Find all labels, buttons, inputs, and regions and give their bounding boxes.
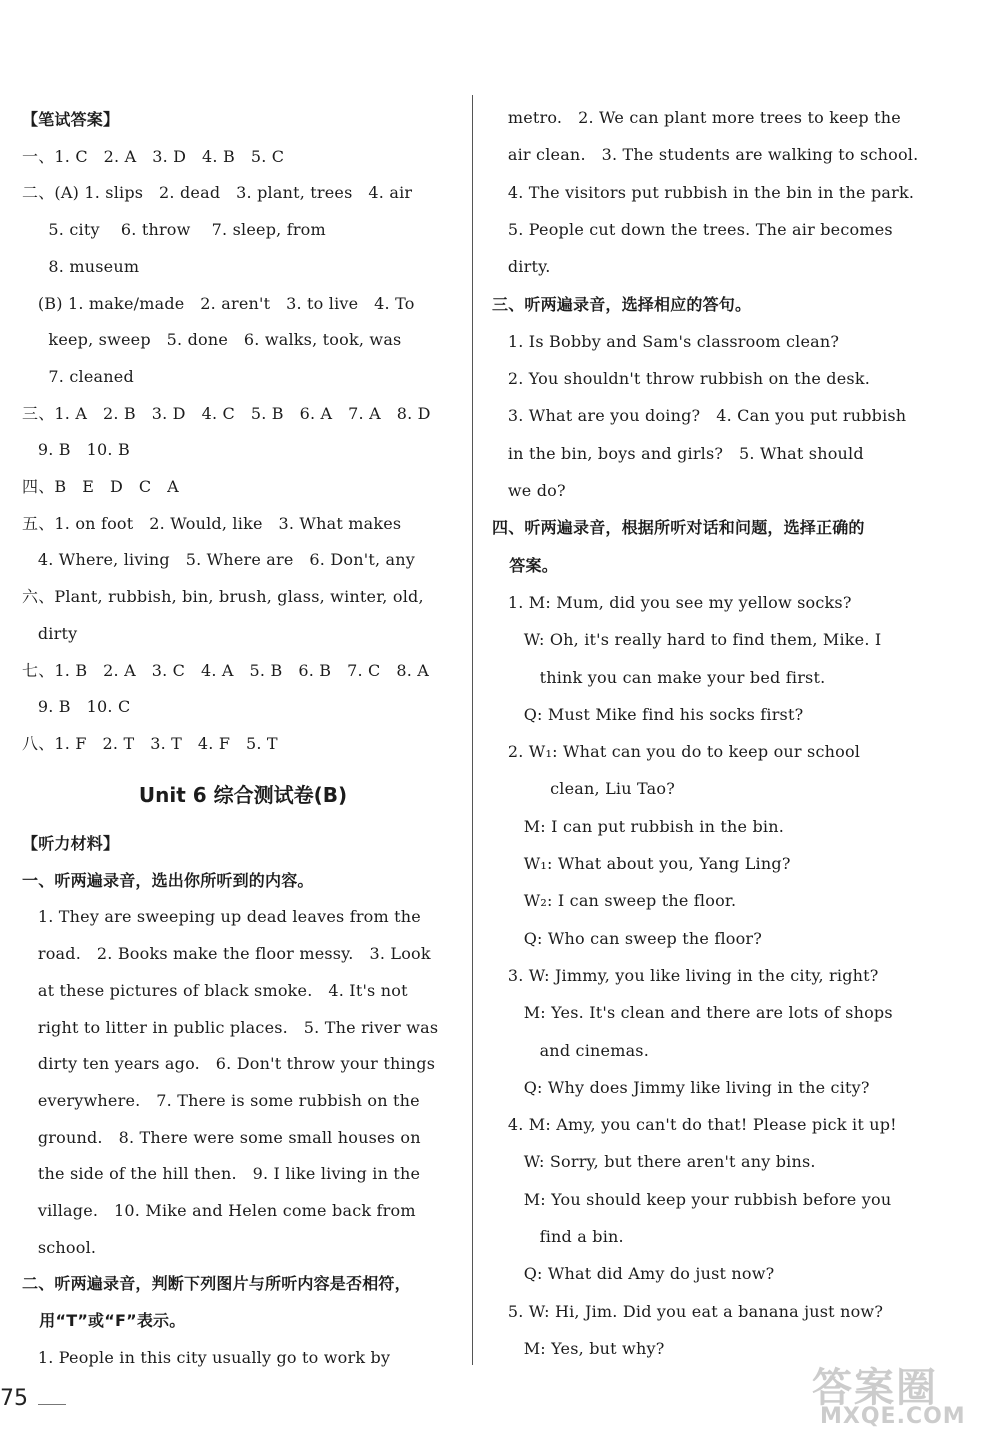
text-line: in the bin, boys and girls? 5. What should bbox=[492, 443, 864, 463]
text-line: 1. People in this city usually go to work by bbox=[22, 1347, 391, 1367]
text-line: 一、1. C 2. A 3. D 4. B 5. C bbox=[22, 146, 285, 166]
text-line: 7. cleaned bbox=[22, 366, 134, 386]
text-line: clean, Liu Tao? bbox=[492, 779, 676, 799]
section-heading: 【笔试答案】 bbox=[22, 110, 120, 129]
text-line: 二、(A) 1. slips 2. dead 3. plant, trees 4. air bbox=[22, 183, 413, 203]
section-heading: 用“T”或“F”表示。 bbox=[22, 1311, 186, 1331]
text-line: W: Oh, it's really hard to find them, Mike. I bbox=[492, 630, 882, 650]
section-heading: 四、听两遍录音，根据所听对话和问题，选择正确的 bbox=[492, 518, 865, 538]
text-line: air clean. 3. The students are walking to school. bbox=[492, 145, 919, 165]
text-line: at these pictures of black smoke. 4. It's not bbox=[22, 980, 408, 1000]
text-line: M: Yes, but why? bbox=[492, 1338, 665, 1358]
text-line: find a bin. bbox=[492, 1227, 624, 1246]
text-line: metro. 2. We can plant more trees to keep the bbox=[492, 108, 901, 127]
text-line: M: Yes. It's clean and there are lots of shops bbox=[492, 1003, 893, 1023]
text-line: 1. Is Bobby and Sam's classroom clean? bbox=[492, 331, 840, 351]
text-line: (B) 1. make/made 2. aren't 3. to live 4. To bbox=[22, 293, 415, 313]
section-heading: 三、听两遍录音，选择相应的答句。 bbox=[492, 294, 752, 314]
text-line: road. 2. Books make the floor messy. 3. Look bbox=[22, 944, 431, 964]
text-line: 5. People cut down the trees. The air becomes bbox=[492, 219, 893, 239]
text-line: 9. B 10. C bbox=[22, 697, 131, 717]
text-line: everywhere. 7. There is some rubbish on the bbox=[22, 1090, 420, 1110]
text-line: school. bbox=[22, 1237, 97, 1257]
text-line: M: I can put rubbish in the bin. bbox=[492, 816, 785, 836]
text-line: 3. W: Jimmy, you like living in the city, right? bbox=[492, 965, 879, 985]
text-line: 八、1. F 2. T 3. T 4. F 5. T bbox=[22, 733, 278, 753]
text-line: Q: Must Mike find his socks first? bbox=[492, 704, 804, 724]
text-line: 2. You shouldn't throw rubbish on the desk. bbox=[492, 369, 871, 389]
section-title: Unit 6 综合测试卷(B) bbox=[138, 783, 348, 807]
text-line: keep, sweep 5. done 6. walks, took, was bbox=[22, 330, 402, 350]
text-line: Q: Why does Jimmy like living in the city? bbox=[492, 1077, 870, 1097]
text-line: 4. Where, living 5. Where are 6. Don't, any bbox=[22, 550, 415, 570]
text-line: 三、1. A 2. B 3. D 4. C 5. B 6. A 7. A 8. D bbox=[22, 403, 431, 423]
text-line: and cinemas. bbox=[492, 1040, 650, 1060]
section-heading: 【听力材料】 bbox=[22, 834, 120, 853]
text-line: M: You should keep your rubbish before you bbox=[492, 1189, 892, 1209]
text-line: 4. M: Amy, you can't do that! Please pick it up! bbox=[492, 1115, 897, 1135]
text-line: 5. city 6. throw 7. sleep, from bbox=[22, 220, 326, 240]
text-line: think you can make your bed first. bbox=[492, 667, 826, 687]
text-line: Q: What did Amy do just now? bbox=[492, 1264, 775, 1284]
text-line: 2. W₁: What can you do to keep our school bbox=[492, 742, 861, 762]
text-line: 8. museum bbox=[22, 256, 140, 276]
text-line: dirty bbox=[22, 623, 78, 643]
page-number: 75 bbox=[0, 1386, 28, 1411]
site-watermark: 答案圈 MXQE.COM bbox=[812, 1365, 966, 1429]
text-line: dirty. bbox=[492, 257, 551, 277]
text-line: W₂: I can sweep the floor. bbox=[492, 891, 737, 911]
text-line: 四、B E D C A bbox=[22, 477, 179, 496]
text-line: dirty ten years ago. 6. Don't throw your things bbox=[22, 1054, 436, 1074]
section-heading: 答案。 bbox=[492, 555, 558, 575]
text-line: 9. B 10. B bbox=[22, 440, 130, 460]
text-line: ground. 8. There were some small houses on bbox=[22, 1127, 421, 1147]
text-line: 1. M: Mum, did you see my yellow socks? bbox=[492, 592, 852, 612]
text-line: Q: Who can sweep the floor? bbox=[492, 928, 763, 948]
text-line: the side of the hill then. 9. I like living in the bbox=[22, 1164, 421, 1184]
section-heading: 二、听两遍录音，判断下列图片与所听内容是否相符， bbox=[22, 1274, 411, 1294]
text-line: W: Sorry, but there aren't any bins. bbox=[492, 1152, 816, 1172]
text-line: 六、Plant, rubbish, bin, brush, glass, winter, old, bbox=[22, 587, 424, 607]
text-line: 5. W: Hi, Jim. Did you eat a banana just now? bbox=[492, 1301, 884, 1321]
section-heading: 一、听两遍录音，选出你所听到的内容。 bbox=[22, 870, 314, 890]
text-line: right to litter in public places. 5. The river was bbox=[22, 1017, 439, 1037]
text-line: 1. They are sweeping up dead leaves from the bbox=[22, 907, 421, 927]
page-number-rule bbox=[38, 1404, 66, 1405]
text-line: 七、1. B 2. A 3. C 4. A 5. B 6. B 7. C 8. A bbox=[22, 660, 430, 680]
text-line: village. 10. Mike and Helen come back from bbox=[22, 1201, 416, 1220]
text-line: W₁: What about you, Yang Ling? bbox=[492, 854, 791, 873]
text-line: 五、1. on foot 2. Would, like 3. What makes bbox=[22, 513, 402, 533]
text-line: we do? bbox=[492, 481, 566, 500]
column-divider bbox=[472, 95, 473, 1365]
text-line: 3. What are you doing? 4. Can you put rubbish bbox=[492, 406, 907, 426]
text-line: 4. The visitors put rubbish in the bin in the park. bbox=[492, 182, 915, 202]
